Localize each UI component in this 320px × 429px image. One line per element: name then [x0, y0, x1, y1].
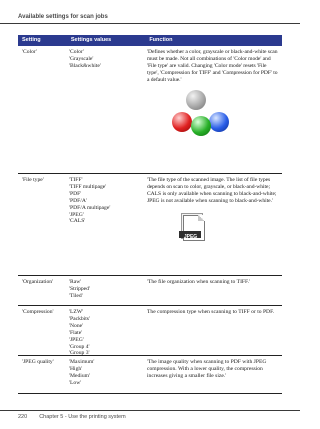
value-item: 'Packbits': [69, 315, 90, 322]
setting-cell: 'JPEG quality': [22, 359, 54, 365]
values-cell: [65, 356, 143, 393]
value-item: 'LZW': [69, 309, 84, 315]
blue-sphere-icon: [209, 112, 229, 132]
value-item: 'Group 4': [69, 343, 90, 350]
page-footer: [18, 414, 126, 420]
value-item: 'Stripped': [69, 285, 90, 292]
value-item: 'Maximum': [69, 359, 95, 365]
function-text: 'Defines whether a color, grayscale or black-and-white scan must be made. Not all combinations of 'Color mode' and 'File type' are valid. Changing 'Color mode' resets 'File type', 'Compression for TIFF' and 'Compression for PDF' to a default value.': [147, 49, 278, 83]
function-cell: [143, 46, 282, 173]
footer-rule: [0, 410, 300, 411]
values-cell: [65, 46, 143, 173]
function-cell: 'The image quality when scanning to PDF with JPEG compression. With a lower quality, the compression increases giving a smaller file size.': [147, 359, 267, 379]
setting-cell: 'Compression': [22, 309, 54, 315]
values-cell: [65, 174, 143, 275]
red-sphere-icon: [172, 112, 192, 132]
value-item: 'Tiled': [69, 292, 83, 299]
value-item: 'TIFF': [69, 177, 83, 183]
setting-cell: 'Organization': [22, 279, 54, 285]
value-item: 'High': [69, 365, 83, 372]
jpeg-file-icon: [179, 213, 207, 243]
table-header: [18, 35, 282, 46]
function-text: 'The file type of the scanned image. The list of file types depends on scan to color, grayscale, or black-and-white; CALS is only available when scanning to black-and-white; JPEG is not available when scanning to black-and-white.': [147, 177, 277, 204]
section-title: Available settings for scan jobs: [18, 14, 108, 20]
header-settings-values: Settings values: [70, 37, 112, 43]
value-item: 'Black&white': [69, 62, 101, 69]
value-item: 'Flate': [69, 329, 83, 336]
table-row: [18, 356, 282, 394]
value-item: 'JPEG': [69, 336, 84, 343]
values-cell: [65, 276, 143, 305]
value-item: 'Group 3': [69, 350, 90, 357]
setting-cell: 'File type': [22, 177, 44, 183]
table-row: [18, 306, 282, 356]
table-row: [18, 174, 282, 276]
value-item: 'JPEG': [69, 211, 84, 218]
value-item: 'None': [69, 322, 84, 329]
setting-cell: 'Color': [22, 49, 37, 55]
value-item: 'PDF/A multipage': [69, 204, 111, 211]
value-item: 'Medium': [69, 372, 90, 379]
function-cell: [143, 174, 282, 275]
page-number: 220: [18, 414, 28, 420]
header-setting: Setting: [22, 37, 41, 43]
jpeg-label: JPEG: [179, 231, 201, 238]
green-sphere-icon: [191, 116, 211, 136]
table-row: [18, 46, 282, 174]
table-row: [18, 276, 282, 306]
header-function: Function: [149, 37, 173, 43]
title-rule: [0, 23, 300, 24]
value-item: 'Raw': [69, 279, 82, 285]
values-cell: [65, 306, 143, 355]
function-cell: The compression type when scanning to TIFF or to PDF.: [147, 309, 275, 315]
value-item: 'CALS': [69, 218, 86, 225]
value-item: 'PDF': [69, 190, 82, 197]
grey-sphere-icon: [186, 90, 206, 110]
value-item: 'Low': [69, 379, 82, 386]
value-item: 'Color': [69, 49, 84, 55]
function-cell: 'The file organization when scanning to TIFF.': [147, 279, 251, 285]
value-item: 'TIFF multipage': [69, 183, 107, 190]
settings-table: [18, 35, 282, 394]
chapter-title: Chapter 5 - Use the printing system: [39, 414, 126, 420]
rgb-spheres-icon: [169, 90, 223, 142]
value-item: 'PDF/A': [69, 197, 87, 204]
value-item: 'Grayscale': [69, 55, 94, 62]
